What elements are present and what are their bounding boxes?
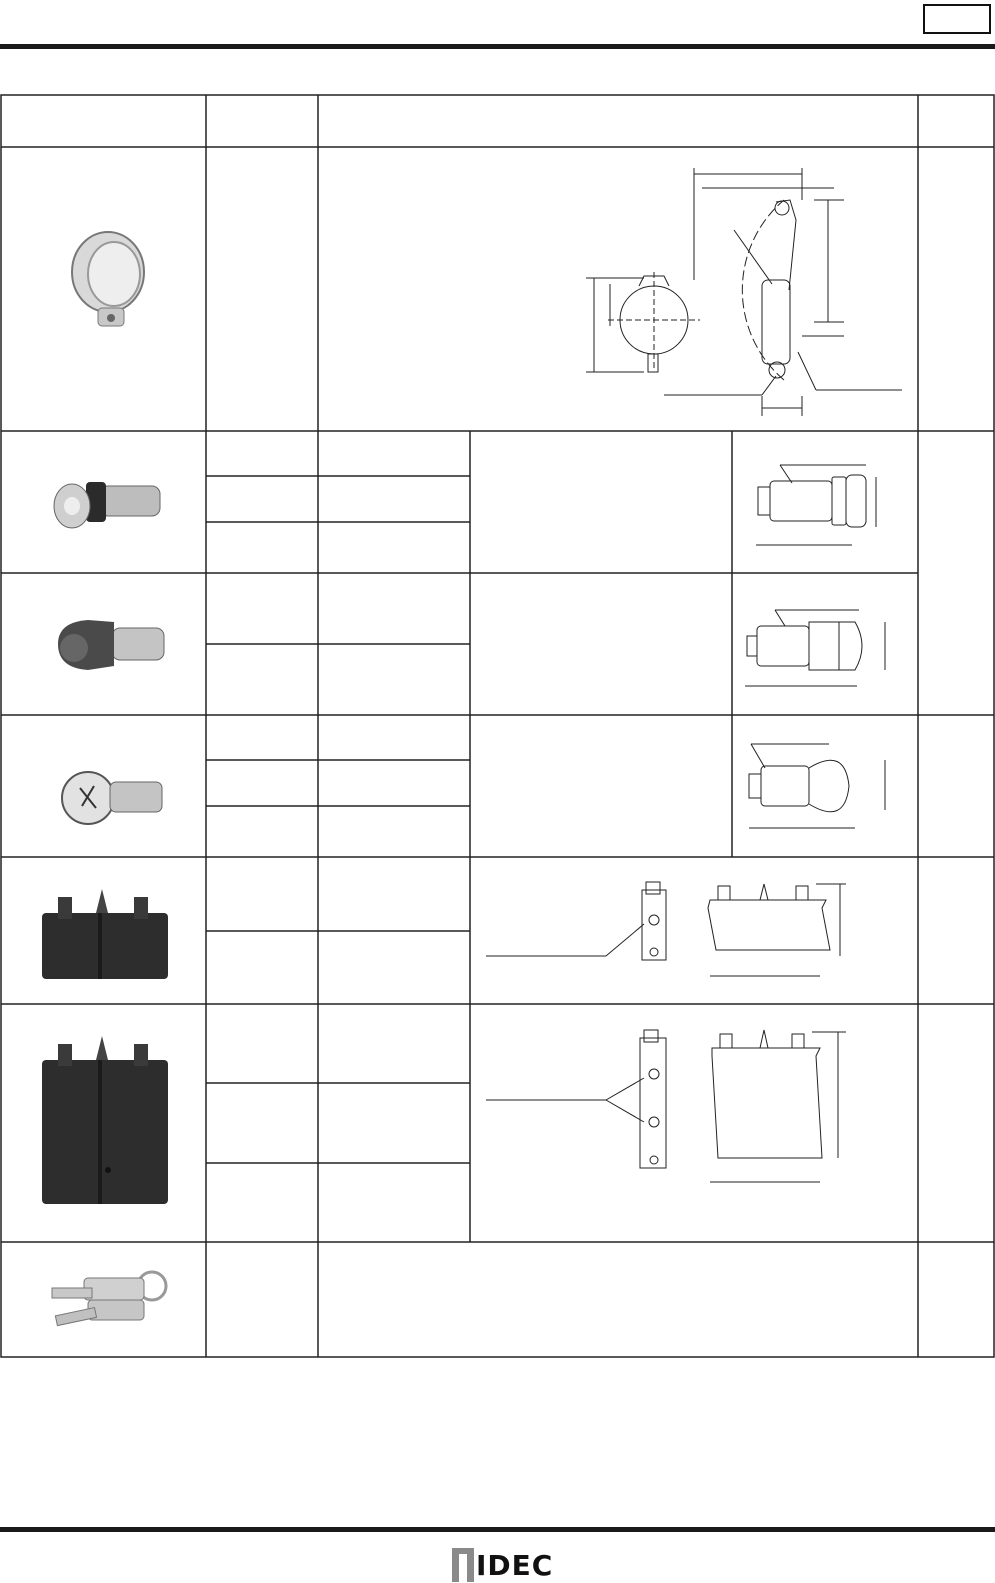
page-number-box xyxy=(923,4,991,34)
contact-block-double-icon xyxy=(38,1030,173,1210)
footer-rule xyxy=(0,1527,995,1532)
led-lamp-dome-icon xyxy=(48,614,168,684)
idec-logo xyxy=(452,1547,553,1583)
bulb-dimension-drawing xyxy=(745,738,895,838)
incandescent-bulb-icon xyxy=(58,760,168,830)
key-pair-icon xyxy=(44,1262,174,1342)
led-flat-dimension-drawing xyxy=(752,455,900,555)
cover-dimension-drawing xyxy=(584,160,904,420)
contact-block-single-icon xyxy=(38,883,173,983)
idec-logo-mark-icon xyxy=(452,1548,474,1582)
led-lamp-flat-icon xyxy=(50,474,170,534)
header-rule xyxy=(0,44,995,49)
led-dome-dimension-drawing xyxy=(745,596,895,696)
clear-cover-icon xyxy=(58,222,158,337)
contact-double-dimension-drawing xyxy=(486,1012,866,1192)
idec-logo-text: IDEC xyxy=(476,1548,554,1582)
contact-single-dimension-drawing xyxy=(486,868,866,998)
